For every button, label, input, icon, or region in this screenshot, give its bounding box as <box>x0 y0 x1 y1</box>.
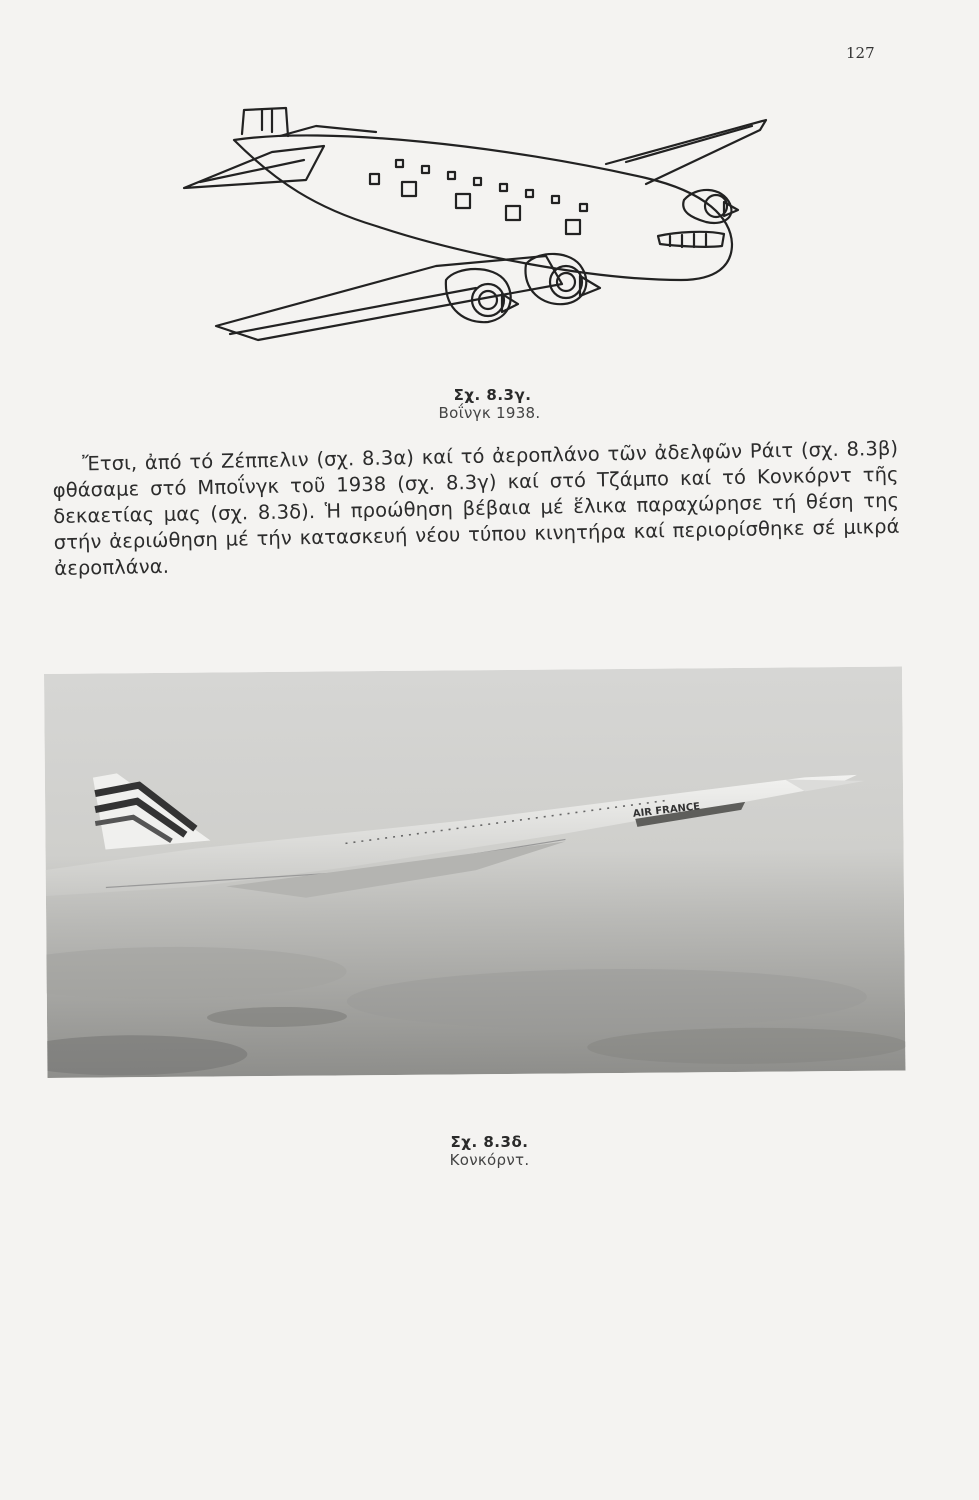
air-france-text: AIR FRANCE <box>632 801 701 820</box>
boeing-1938-drawing <box>176 96 776 358</box>
engine-right <box>525 254 586 304</box>
figure-1-label: Σχ. 8.3γ. <box>453 386 532 404</box>
page-number: 127 <box>846 44 875 62</box>
figure-1-caption <box>0 386 979 422</box>
fuselage <box>234 135 732 280</box>
concorde-photo <box>44 667 905 1078</box>
figure-2-caption <box>0 1133 979 1169</box>
cockpit-window <box>658 232 724 247</box>
figure-2-caption-text: Κονκόρντ. <box>449 1151 530 1169</box>
tail-fin <box>242 108 288 136</box>
figure-1-caption-text: Βοΐνγκ 1938. <box>438 404 541 422</box>
paragraph-text: Ἔτσι, ἀπό τό Ζέππελιν (σχ. 8.3α) καί τό ἀεροπλάνο τῶν ἀδελφῶν Ράιτ (σχ. 8.3β) φθάσαμε στό Μποΐνγκ τοῦ 1938 (σχ. 8.3γ) καί στό Τζάμπο καί τό Κονκόρντ τῆς δεκαετίας μας (σχ. 8.3δ). Ἡ προώθηση βέβαια μέ ἕλικα παραχώρησε τή θέση της στήν ἀεριώθηση μέ τήν κατασκευή νέου τύπου κινητήρα καί περιορίσθηκε σέ μικρά ἀεροπλάνα. <box>52 436 900 580</box>
figure-2-label: Σχ. 8.3δ. <box>450 1133 529 1151</box>
body-paragraph <box>52 436 900 582</box>
